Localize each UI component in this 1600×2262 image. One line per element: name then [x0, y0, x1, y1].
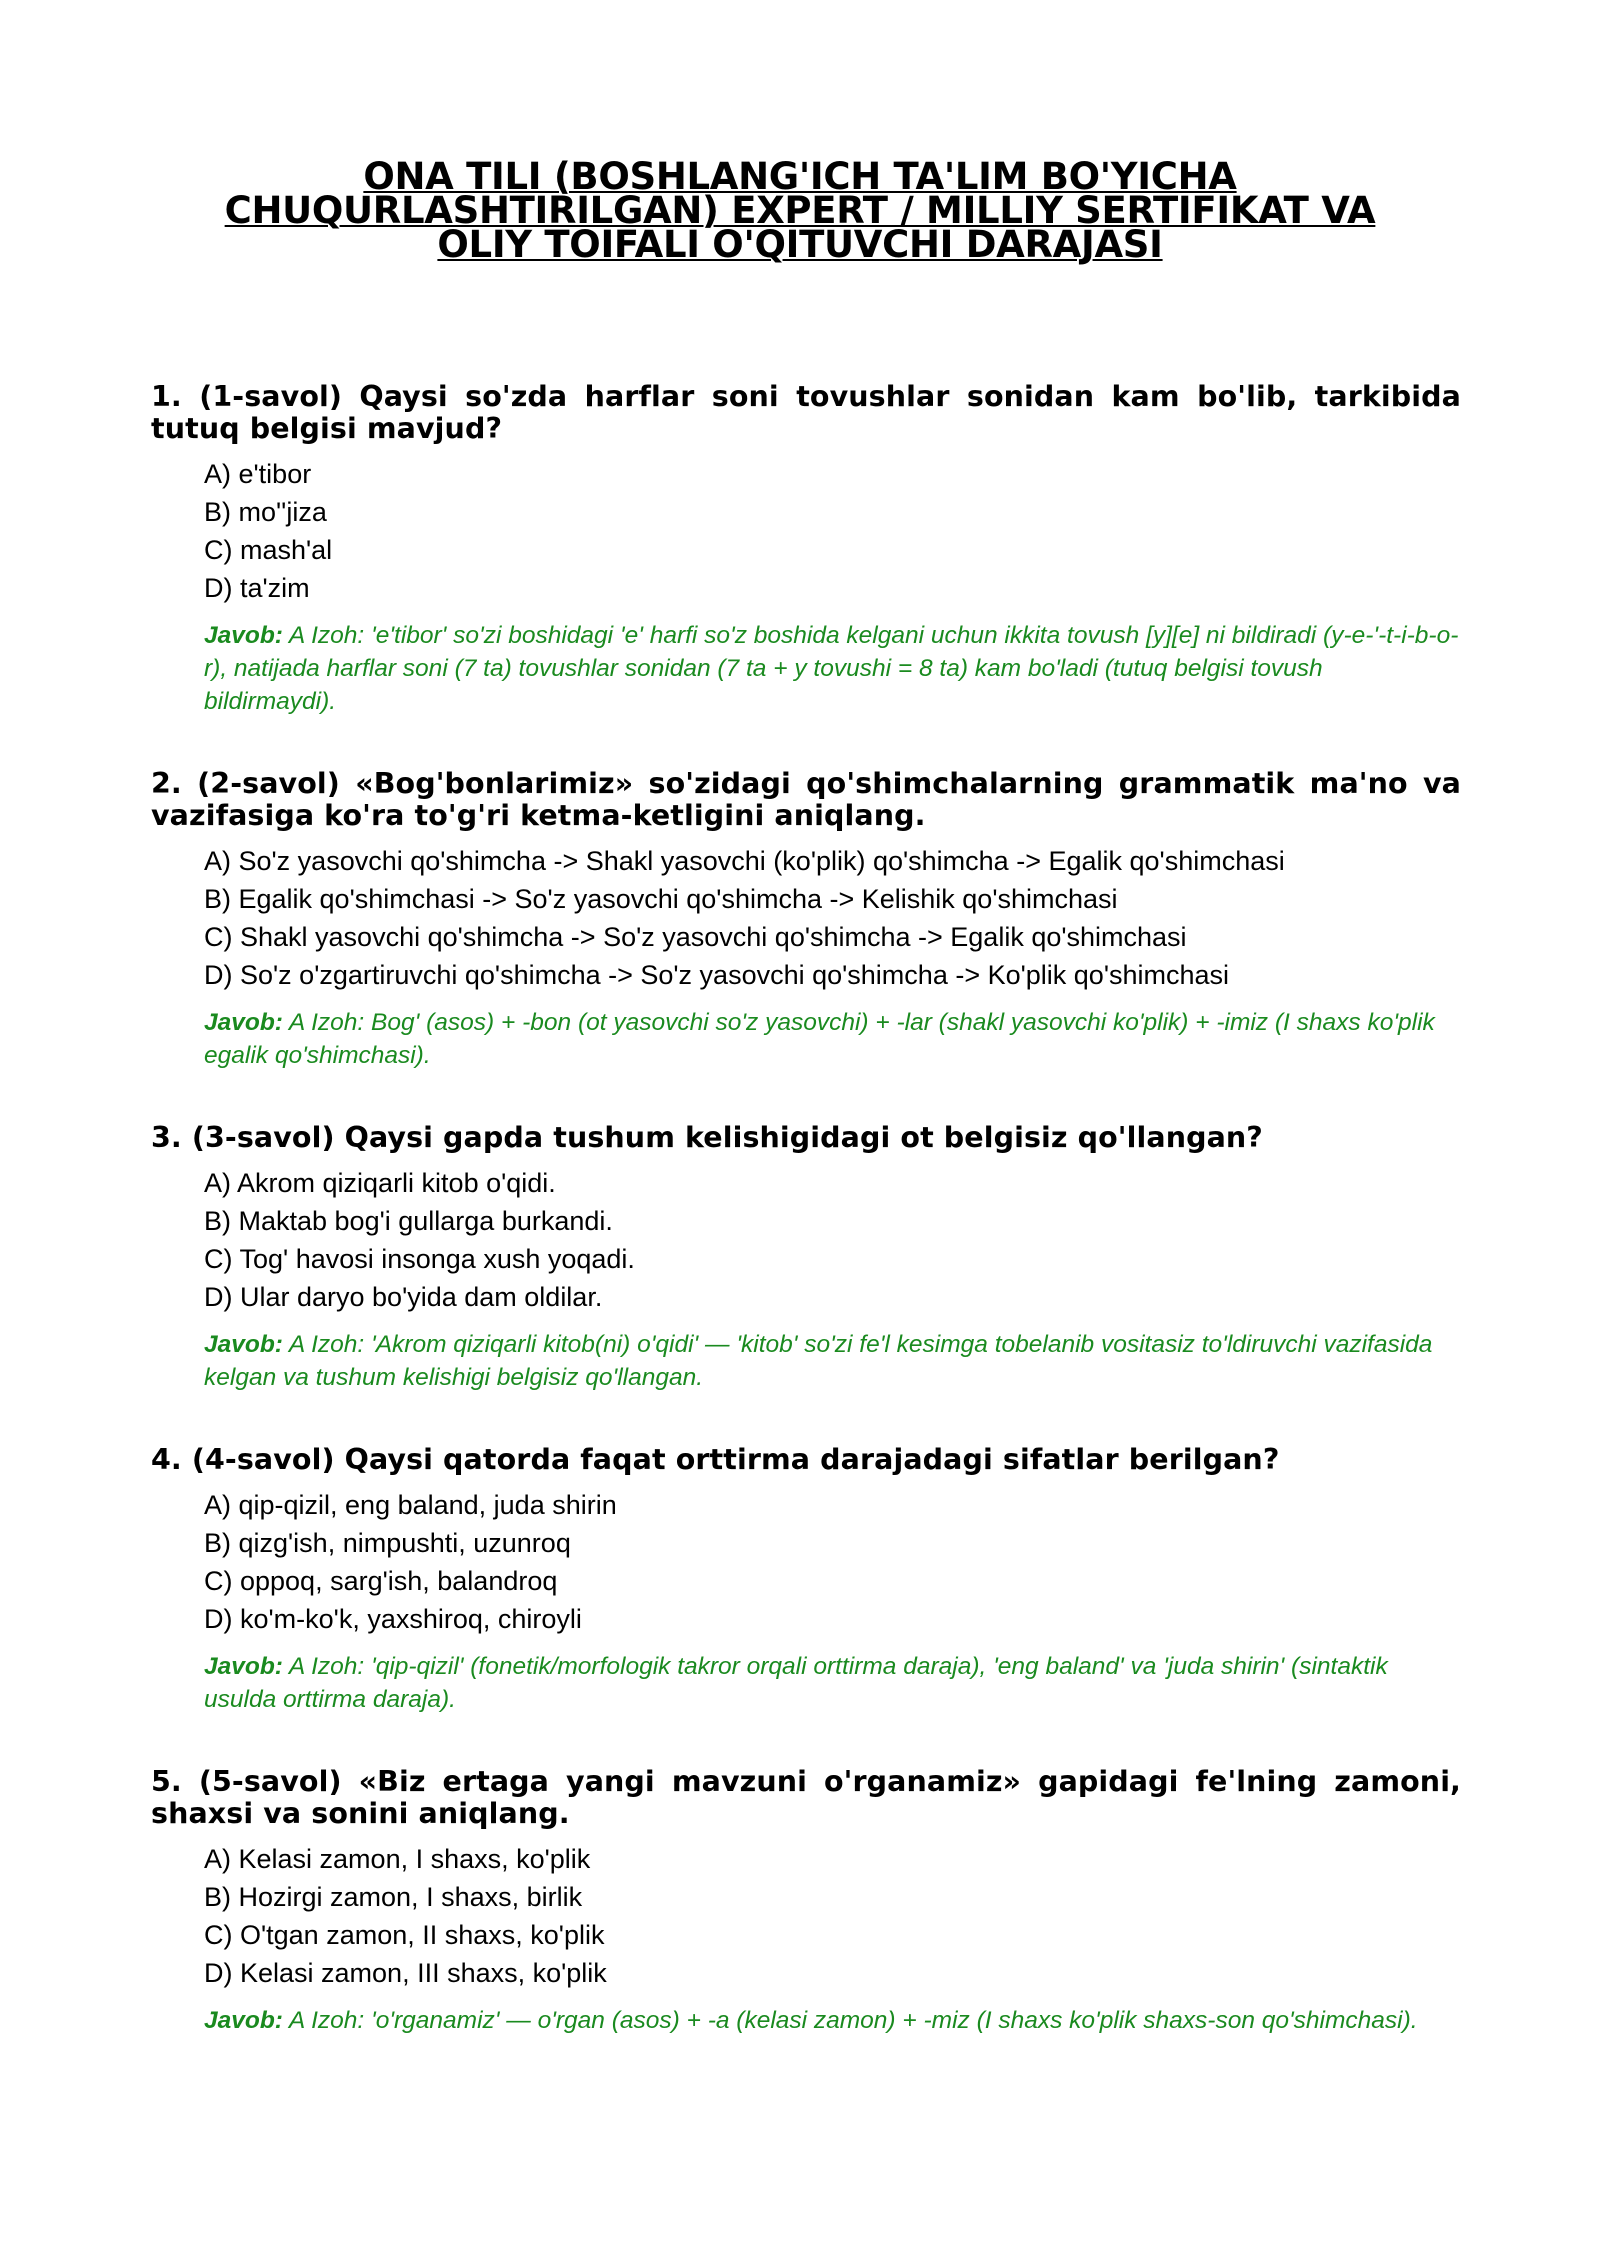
option-c: C) oppoq, sarg'ish, balandroq	[204, 1566, 558, 1596]
question-text: 2. (2-savol) «Bog'bonlarimiz» so'zidagi qo'shimchalarning grammatik ma'no va vazifasiga ko'ra to'g'ri ketma-ketligini aniqlang.	[151, 767, 1461, 832]
answer-explanation	[204, 1650, 1461, 1716]
option-list	[204, 1486, 1461, 1638]
option-d: D) Kelasi zamon, III shaxs, ko'plik	[204, 1958, 607, 1988]
option-c: C) mash'al	[204, 535, 333, 565]
answer-text: A Izoh: 'qip-qizil' (fonetik/morfologik takror orqali orttirma daraja), 'eng baland' va 'juda shirin' (sintaktik usulda orttirma daraja).	[204, 1653, 1388, 1713]
answer-text: A Izoh: 'Akrom qiziqarli kitob(ni) o'qidi' — 'kitob' so'zi fe'l kesimga tobelanib vositasiz to'ldiruvchi vazifasida kelgan va tushum kelishigi belgisiz qo'llangan.	[204, 1331, 1433, 1391]
option-b: B) Egalik qo'shimchasi -> So'z yasovchi qo'shimcha -> Kelishik qo'shimchasi	[204, 884, 1118, 914]
option-list	[204, 1840, 1461, 1992]
option-a: A) So'z yasovchi qo'shimcha -> Shakl yasovchi (ko'plik) qo'shimcha -> Egalik qo'shimchasi	[204, 846, 1285, 876]
option-d: D) Ular daryo bo'yida dam oldilar.	[204, 1282, 603, 1312]
option-a: A) Kelasi zamon, I shaxs, ko'plik	[204, 1844, 591, 1874]
question-text: 4. (4-savol) Qaysi qatorda faqat orttirma darajadagi sifatlar berilgan?	[151, 1443, 1280, 1476]
option-a: A) qip-qizil, eng baland, juda shirin	[204, 1490, 617, 1520]
question-5	[151, 1766, 1461, 2037]
answer-label: Javob:	[204, 1009, 283, 1036]
answer-explanation	[204, 619, 1461, 718]
option-list	[204, 1164, 1461, 1316]
answer-explanation	[204, 1328, 1461, 1394]
title-line: CHUQURLASHTIRILGAN) EXPERT / MILLIY SERTIFIKAT VA	[224, 189, 1376, 232]
question-text: 3. (3-savol) Qaysi gapda tushum kelishigidagi ot belgisiz qo'llangan?	[151, 1121, 1263, 1154]
answer-label: Javob:	[204, 1653, 283, 1680]
option-d: D) ta'zim	[204, 573, 310, 603]
answer-label: Javob:	[204, 622, 283, 649]
option-list	[204, 455, 1461, 607]
question-1	[151, 381, 1461, 718]
answer-text: A Izoh: 'o'rganamiz' — o'rgan (asos) + -a (kelasi zamon) + -miz (I shaxs ko'plik shaxs-son qo'shimchasi).	[282, 2007, 1418, 2034]
option-a: A) Akrom qiziqarli kitob o'qidi.	[204, 1168, 556, 1198]
document-title	[150, 155, 1450, 266]
answer-explanation	[204, 1006, 1461, 1072]
question-list	[151, 381, 1461, 2087]
answer-label: Javob:	[204, 1331, 283, 1358]
question-text: 1. (1-savol) Qaysi so'zda harflar soni tovushlar sonidan kam bo'lib, tarkibida tutuq belgisi mavjud?	[151, 380, 1461, 445]
option-c: C) Tog' havosi insonga xush yoqadi.	[204, 1244, 635, 1274]
question-text: 5. (5-savol) «Biz ertaga yangi mavzuni o'rganamiz» gapidagi fe'lning zamoni, shaxsi va sonini aniqlang.	[151, 1765, 1461, 1830]
option-b: B) qizg'ish, nimpushti, uzunroq	[204, 1528, 571, 1558]
title-line: OLIY TOIFALI O'QITUVCHI DARAJASI	[437, 223, 1163, 266]
title-line: ONA TILI (BOSHLANG'ICH TA'LIM BO'YICHA	[363, 155, 1237, 198]
option-d: D) So'z o'zgartiruvchi qo'shimcha -> So'z yasovchi qo'shimcha -> Ko'plik qo'shimchasi	[204, 960, 1230, 990]
option-a: A) e'tibor	[204, 459, 312, 489]
option-c: C) Shakl yasovchi qo'shimcha -> So'z yasovchi qo'shimcha -> Egalik qo'shimchasi	[204, 922, 1187, 952]
question-4	[151, 1444, 1461, 1716]
option-b: B) Maktab bog'i gullarga burkandi.	[204, 1206, 613, 1236]
option-b: B) Hozirgi zamon, I shaxs, birlik	[204, 1882, 583, 1912]
question-2	[151, 768, 1461, 1072]
option-b: B) mo''jiza	[204, 497, 327, 527]
answer-explanation	[204, 2004, 1461, 2037]
question-3	[151, 1122, 1461, 1394]
option-c: C) O'tgan zamon, II shaxs, ko'plik	[204, 1920, 605, 1950]
option-d: D) ko'm-ko'k, yaxshiroq, chiroyli	[204, 1604, 582, 1634]
answer-label: Javob:	[204, 2007, 283, 2034]
answer-text: A Izoh: 'e'tibor' so'zi boshidagi 'e' harfi so'z boshida kelgani uchun ikkita tovush [y][e] ni bildiradi (y-e-'-t-i-b-o-r), natijada harflar soni (7 ta) tovushlar sonidan (7 ta + y tovushi = 8 ta) kam bo'ladi (tutuq belgisi tovush bildirmaydi).	[204, 622, 1459, 715]
answer-text: A Izoh: Bog' (asos) + -bon (ot yasovchi so'z yasovchi) + -lar (shakl yasovchi ko'plik) + -imiz (I shaxs ko'plik egalik qo'shimchasi).	[204, 1009, 1435, 1069]
option-list	[204, 842, 1461, 994]
